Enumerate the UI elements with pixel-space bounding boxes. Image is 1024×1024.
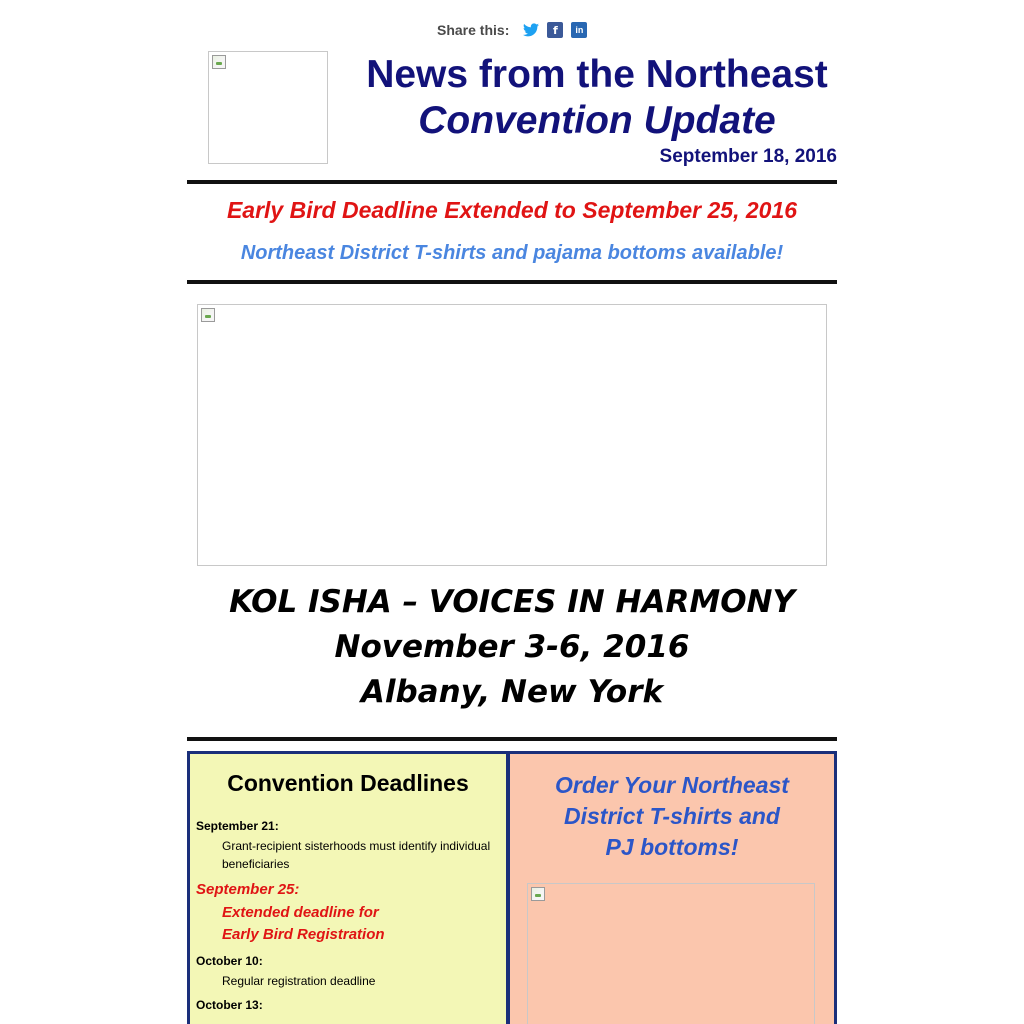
deadline-date: September 25: <box>196 881 300 898</box>
divider <box>187 280 837 284</box>
deadline-desc: Extended deadline for Early Bird Registration <box>222 904 385 943</box>
info-panels <box>187 751 837 1024</box>
divider <box>187 737 837 741</box>
newsletter-title: News from the Northeast <box>366 53 828 96</box>
facebook-icon[interactable]: f <box>547 22 563 38</box>
list-item <box>196 819 500 873</box>
list-item <box>196 998 500 1012</box>
broken-image-icon <box>201 308 215 322</box>
broken-image-icon <box>212 55 226 69</box>
deadline-date: October 10: <box>196 954 263 968</box>
list-item <box>196 954 500 990</box>
linkedin-icon[interactable]: in <box>571 22 587 38</box>
event-location: Albany, New York <box>360 674 664 710</box>
deadlines-title: Convention Deadlines <box>227 770 469 796</box>
deadline-desc: Regular registration deadline <box>222 974 376 988</box>
broken-image-icon <box>531 887 545 901</box>
event-dates: November 3-6, 2016 <box>334 629 690 665</box>
deadline-date: October 13: <box>196 998 263 1012</box>
issue-date: September 18, 2016 <box>659 146 837 167</box>
divider <box>187 180 837 184</box>
newsletter <box>187 0 837 1024</box>
tshirt-image-placeholder <box>527 883 815 1024</box>
hero-image-placeholder <box>197 304 827 566</box>
deadline-date: September 21: <box>196 819 279 833</box>
early-bird-alert: Early Bird Deadline Extended to September 25, 2016 <box>226 197 798 223</box>
share-label: Share this: <box>437 22 510 38</box>
logo-image-placeholder <box>208 51 328 164</box>
list-item <box>196 881 500 946</box>
deadlines-panel <box>190 754 510 1024</box>
order-title: Order Your Northeast District T-shirts and PJ bottoms! <box>555 772 789 860</box>
share-bar <box>437 20 595 40</box>
deadline-desc: Grant-recipient sisterhoods must identify individual beneficiaries <box>222 839 491 871</box>
order-panel <box>510 754 834 1024</box>
newsletter-subtitle: Convention Update <box>418 99 776 142</box>
event-name: KOL ISHA – VOICES IN HARMONY <box>229 584 795 620</box>
twitter-icon[interactable] <box>523 22 539 38</box>
tshirt-announcement: Northeast District T-shirts and pajama bottoms available! <box>240 242 784 264</box>
